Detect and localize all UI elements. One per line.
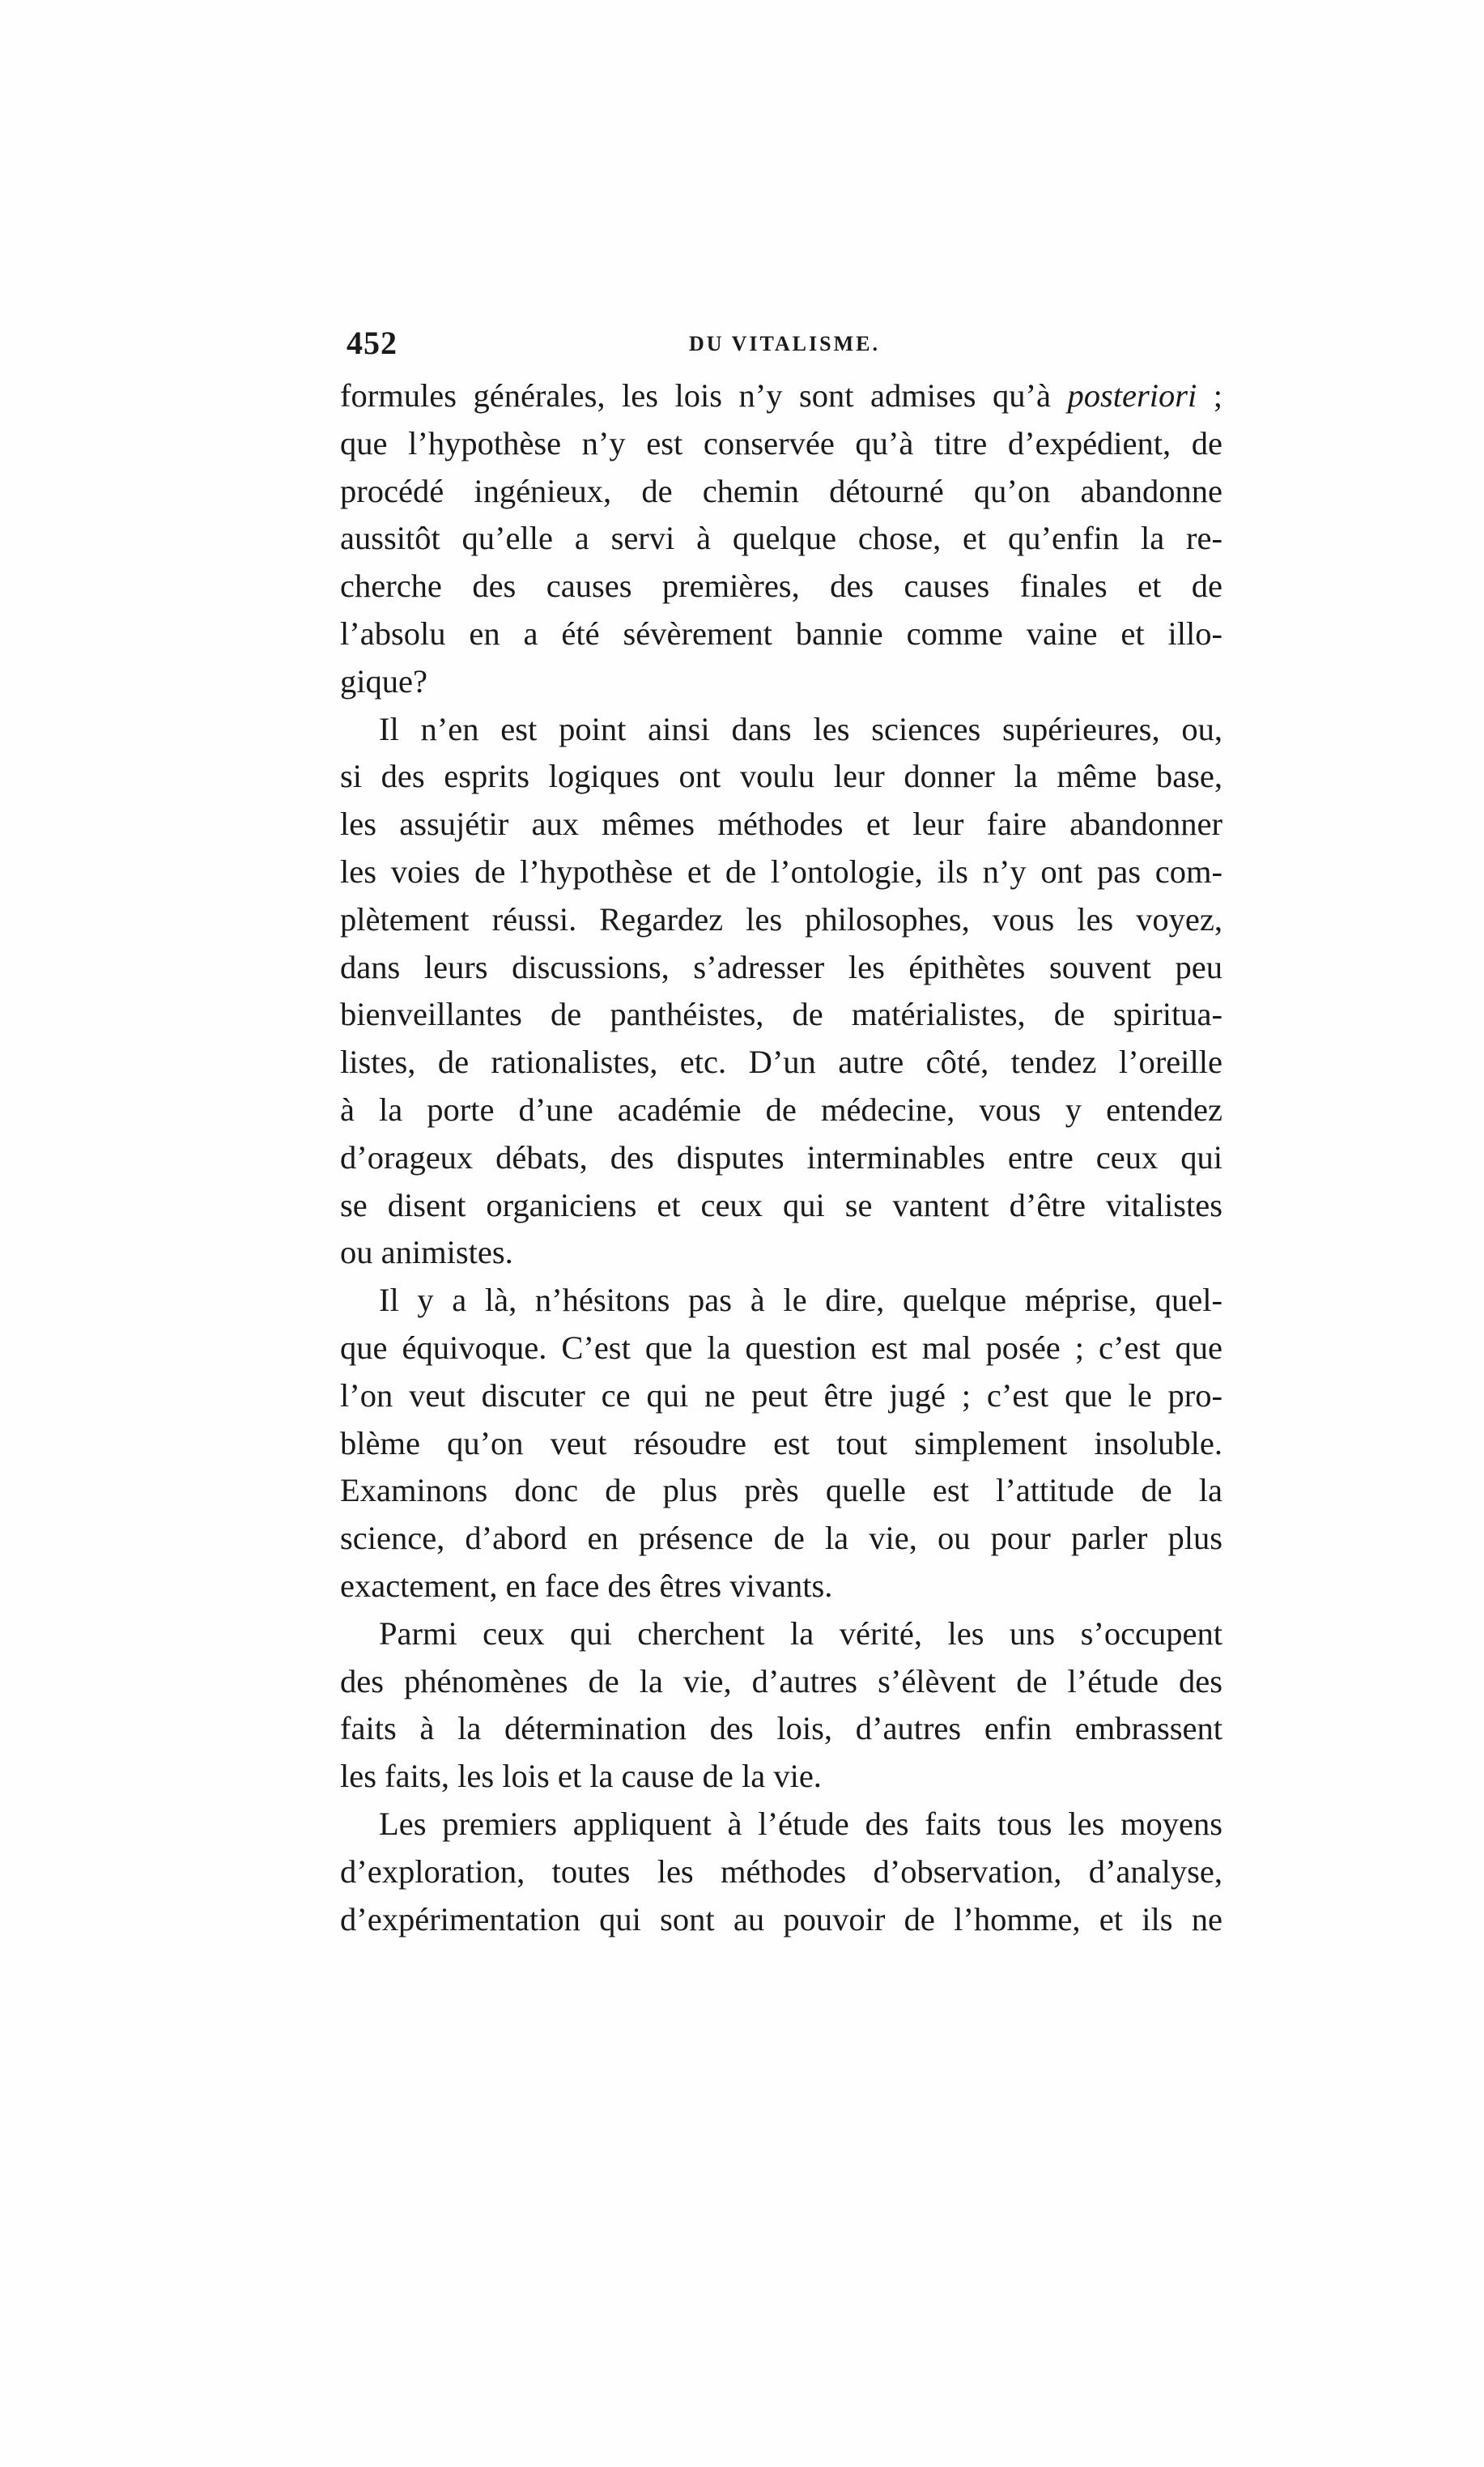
text-line: se disent organiciens et ceux qui se vantent d’être vitalistes xyxy=(340,1186,1222,1223)
text-line: d’expérimentation qui sont au pouvoir de l’homme, et ils ne xyxy=(340,1900,1222,1937)
text-line: bienveillantes de panthéistes, de matérialistes, de spiritua- xyxy=(340,996,1222,1033)
text-line: dans leurs discussions, s’adresser les épithètes souvent peu xyxy=(340,948,1222,985)
text-line: Parmi ceux qui cherchent la vérité, les uns s’occupent xyxy=(379,1614,1222,1652)
text-line: formules générales, les lois n’y sont admises qu’à posteriori ; xyxy=(340,377,1222,414)
italic-term: posteriori xyxy=(1067,377,1197,414)
text-line: faits à la détermination des lois, d’autres enfin embrassent xyxy=(340,1710,1222,1747)
text-line: d’exploration, toutes les méthodes d’observation, d’analyse, xyxy=(340,1852,1222,1890)
text-line: que l’hypothèse n’y est conservée qu’à titre d’expédient, de xyxy=(340,424,1222,461)
text-line: Il n’en est point ainsi dans les sciences supérieures, ou, xyxy=(379,710,1222,747)
text-line: les voies de l’hypothèse et de l’ontologie, ils n’y ont pas com- xyxy=(340,853,1222,890)
paragraph xyxy=(340,1610,1222,1801)
paragraph xyxy=(340,706,1222,1278)
paragraph xyxy=(340,1801,1222,1943)
text-line: Les premiers appliquent à l’étude des faits tous les moyens xyxy=(379,1805,1222,1842)
text-line: l’on veut discuter ce qui ne peut être jugé ; c’est que le pro- xyxy=(340,1376,1222,1414)
text-line: procédé ingénieux, de chemin détourné qu’on abandonne xyxy=(340,472,1222,509)
text-line: l’absolu en a été sévèrement bannie comme vaine et illo- xyxy=(340,615,1222,652)
text-line: aussitôt qu’elle a servi à quelque chose, et qu’enfin la re- xyxy=(340,520,1222,557)
text-line: gique? xyxy=(340,662,427,700)
page-header xyxy=(347,324,1222,364)
text-line: exactement, en face des êtres vivants. xyxy=(340,1567,833,1604)
text-line: que équivoque. C’est que la question est mal posée ; c’est que xyxy=(340,1329,1222,1366)
text-line: les faits, les lois et la cause de la vie. xyxy=(340,1758,822,1795)
page-number: 452 xyxy=(347,325,398,361)
text-line: blème qu’on veut résoudre est tout simplement insoluble. xyxy=(340,1424,1222,1461)
text-line: plètement réussi. Regardez les philosophes, vous les voyez, xyxy=(340,900,1222,938)
running-title: DU VITALISME. xyxy=(689,332,880,355)
text-line: d’orageux débats, des disputes interminables entre ceux qui xyxy=(340,1138,1222,1176)
text-line: à la porte d’une académie de médecine, vous y entendez xyxy=(340,1091,1222,1128)
text-line: cherche des causes premières, des causes finales et de xyxy=(340,568,1222,605)
body-text xyxy=(340,372,1222,1943)
paragraph xyxy=(340,372,1222,706)
paragraph xyxy=(340,1277,1222,1610)
text-line: science, d’abord en présence de la vie, ou pour parler plus xyxy=(340,1520,1222,1557)
text-line: listes, de rationalistes, etc. D’un autre côté, tendez l’oreille xyxy=(340,1044,1222,1081)
text-line: Examinons donc de plus près quelle est l’attitude de la xyxy=(340,1472,1222,1509)
text-line: Il y a là, n’hésitons pas à le dire, quelque méprise, quel- xyxy=(379,1282,1222,1319)
text-line: si des esprits logiques ont voulu leur donner la même base, xyxy=(340,758,1222,795)
text-line: les assujétir aux mêmes méthodes et leur faire abandonner xyxy=(340,806,1222,843)
text-line: des phénomènes de la vie, d’autres s’élèvent de l’étude des xyxy=(340,1662,1222,1699)
text-line: ou animistes. xyxy=(340,1234,513,1271)
